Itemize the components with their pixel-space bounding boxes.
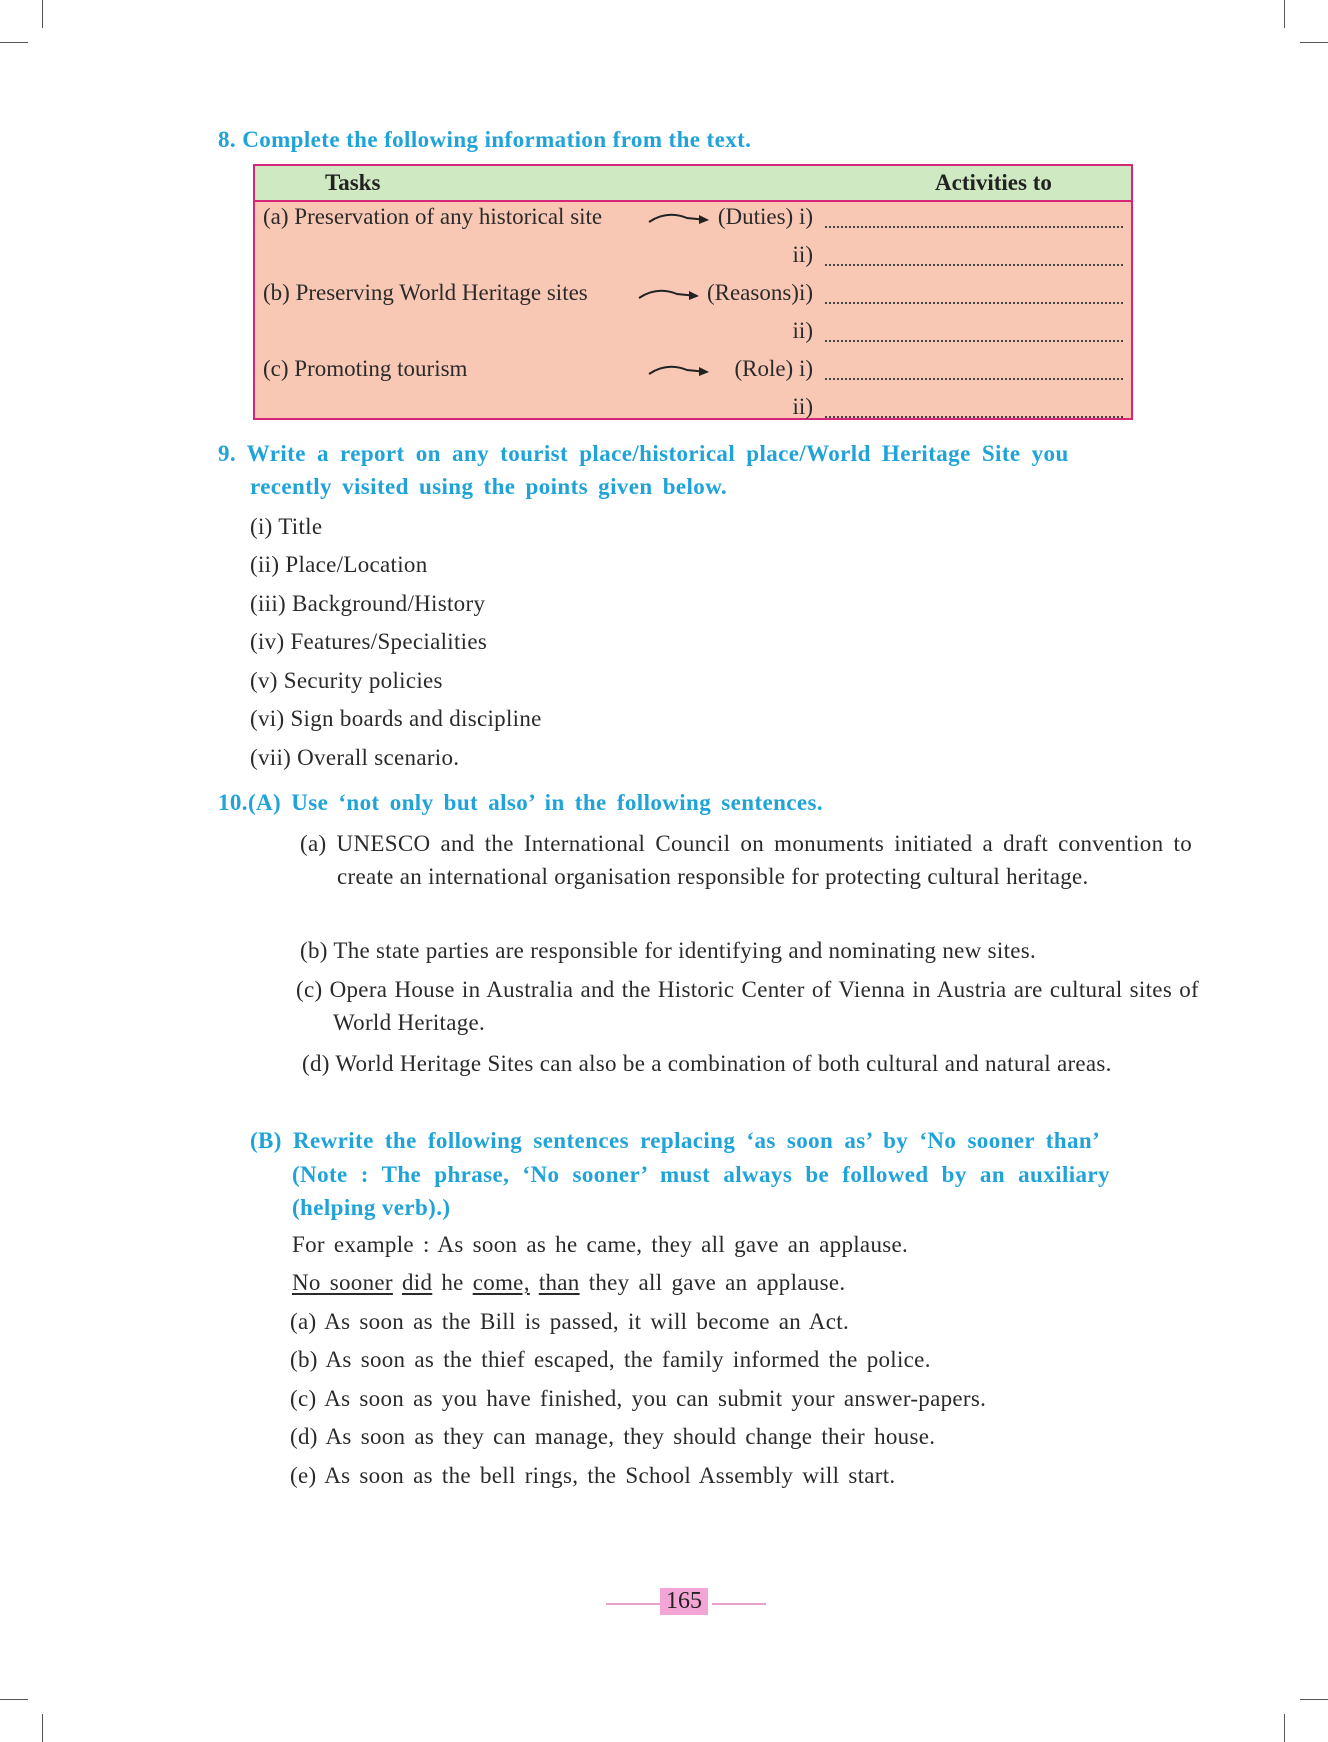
underlined-word: than xyxy=(538,1270,580,1295)
task-label: (a) Preservation of any historical site xyxy=(263,204,603,229)
page-number-rule xyxy=(606,1603,664,1605)
list-item: (e) As soon as the bell rings, the School Assembly will start. xyxy=(290,1463,896,1488)
list-item: (c) As soon as you have finished, you can submit your answer-papers. xyxy=(290,1386,987,1411)
activity-label: ii) xyxy=(792,318,813,343)
answer-line[interactable] xyxy=(825,378,1123,380)
q10b-heading-line2: (Note : The phrase, ‘No sooner’ must always be followed by an auxiliary xyxy=(292,1162,1110,1187)
list-item: (d) World Heritage Sites can also be a combination of both cultural and natural areas. xyxy=(302,1051,1112,1076)
answer-line[interactable] xyxy=(825,416,1123,418)
underlined-word: did xyxy=(401,1270,433,1295)
answer-line[interactable] xyxy=(825,264,1123,266)
list-item: (d) As soon as they can manage, they should change their house. xyxy=(290,1424,936,1449)
arrow-icon xyxy=(637,284,703,304)
page-number: 165 xyxy=(660,1588,708,1615)
q10b-heading-line1: (B) Rewrite the following sentences replacing ‘as soon as’ by ‘No sooner than’ xyxy=(250,1128,1101,1153)
list-item: (iv) Features/Specialities xyxy=(250,629,488,654)
q9-heading-line1: 9. Write a report on any tourist place/historical place/World Heritage Site you xyxy=(218,441,1069,466)
tasks-table xyxy=(253,164,1133,420)
list-item: (b) The state parties are responsible for identifying and nominating new sites. xyxy=(300,938,1037,963)
crop-mark xyxy=(0,1699,28,1700)
table-row xyxy=(255,390,1131,428)
activity-label: (Role) i) xyxy=(734,356,813,381)
list-item: (vii) Overall scenario. xyxy=(250,745,460,770)
col-tasks: Tasks xyxy=(325,170,381,195)
underlined-word: come, xyxy=(472,1270,530,1295)
underlined-word: No sooner xyxy=(292,1270,393,1295)
answer-line[interactable] xyxy=(825,302,1123,304)
page-number-rule xyxy=(712,1603,766,1605)
answer-line[interactable] xyxy=(825,340,1123,342)
crop-mark xyxy=(1300,42,1328,43)
activity-label: (Duties) i) xyxy=(717,204,813,229)
table-header xyxy=(255,166,1131,202)
list-item: (vi) Sign boards and discipline xyxy=(250,706,542,731)
list-item: (v) Security policies xyxy=(250,668,443,693)
arrow-icon xyxy=(647,208,713,228)
q10a-heading: 10.(A) Use ‘not only but also’ in the following sentences. xyxy=(218,790,824,815)
q10b-heading-line3: (helping verb).) xyxy=(292,1195,451,1220)
example-sentence: For example : As soon as he came, they all gave an applause. xyxy=(292,1232,909,1257)
q8-heading: 8. Complete the following information from the text. xyxy=(218,127,752,152)
task-label: (b) Preserving World Heritage sites xyxy=(263,280,588,305)
example-answer xyxy=(292,1270,845,1296)
answer-line[interactable] xyxy=(825,226,1123,228)
crop-mark xyxy=(0,42,28,43)
q9-heading-line2: recently visited using the points given below. xyxy=(250,474,728,499)
activity-label: ii) xyxy=(792,394,813,419)
crop-mark xyxy=(42,0,43,28)
col-activities: Activities to xyxy=(935,170,1052,195)
list-item: (b) As soon as the thief escaped, the family informed the police. xyxy=(290,1347,931,1372)
word: he xyxy=(441,1270,464,1295)
table-row xyxy=(255,238,1131,276)
list-item: (a) UNESCO and the International Council on monuments initiated a draft convention to create an international organisation responsible for protecting cultural heritage. xyxy=(300,831,1192,889)
list-item: (i) Title xyxy=(250,514,323,539)
list-item: (iii) Background/History xyxy=(250,591,486,616)
table-row xyxy=(255,200,1131,238)
arrow-icon xyxy=(647,360,713,380)
crop-mark xyxy=(1284,0,1285,28)
activity-label: (Reasons)i) xyxy=(706,280,813,305)
table-row xyxy=(255,314,1131,352)
crop-mark xyxy=(42,1714,43,1742)
table-row xyxy=(255,352,1131,390)
list-item: (c) Opera House in Australia and the Historic Center of Vienna in Austria are cultural sites of World Heritage. xyxy=(296,977,1199,1035)
word: they all gave an applause. xyxy=(588,1270,846,1295)
crop-mark xyxy=(1300,1699,1328,1700)
list-item: (a) As soon as the Bill is passed, it will become an Act. xyxy=(290,1309,850,1334)
activity-label: ii) xyxy=(792,242,813,267)
table-row xyxy=(255,276,1131,314)
task-label: (c) Promoting tourism xyxy=(263,356,468,381)
crop-mark xyxy=(1284,1714,1285,1742)
list-item: (ii) Place/Location xyxy=(250,552,428,577)
